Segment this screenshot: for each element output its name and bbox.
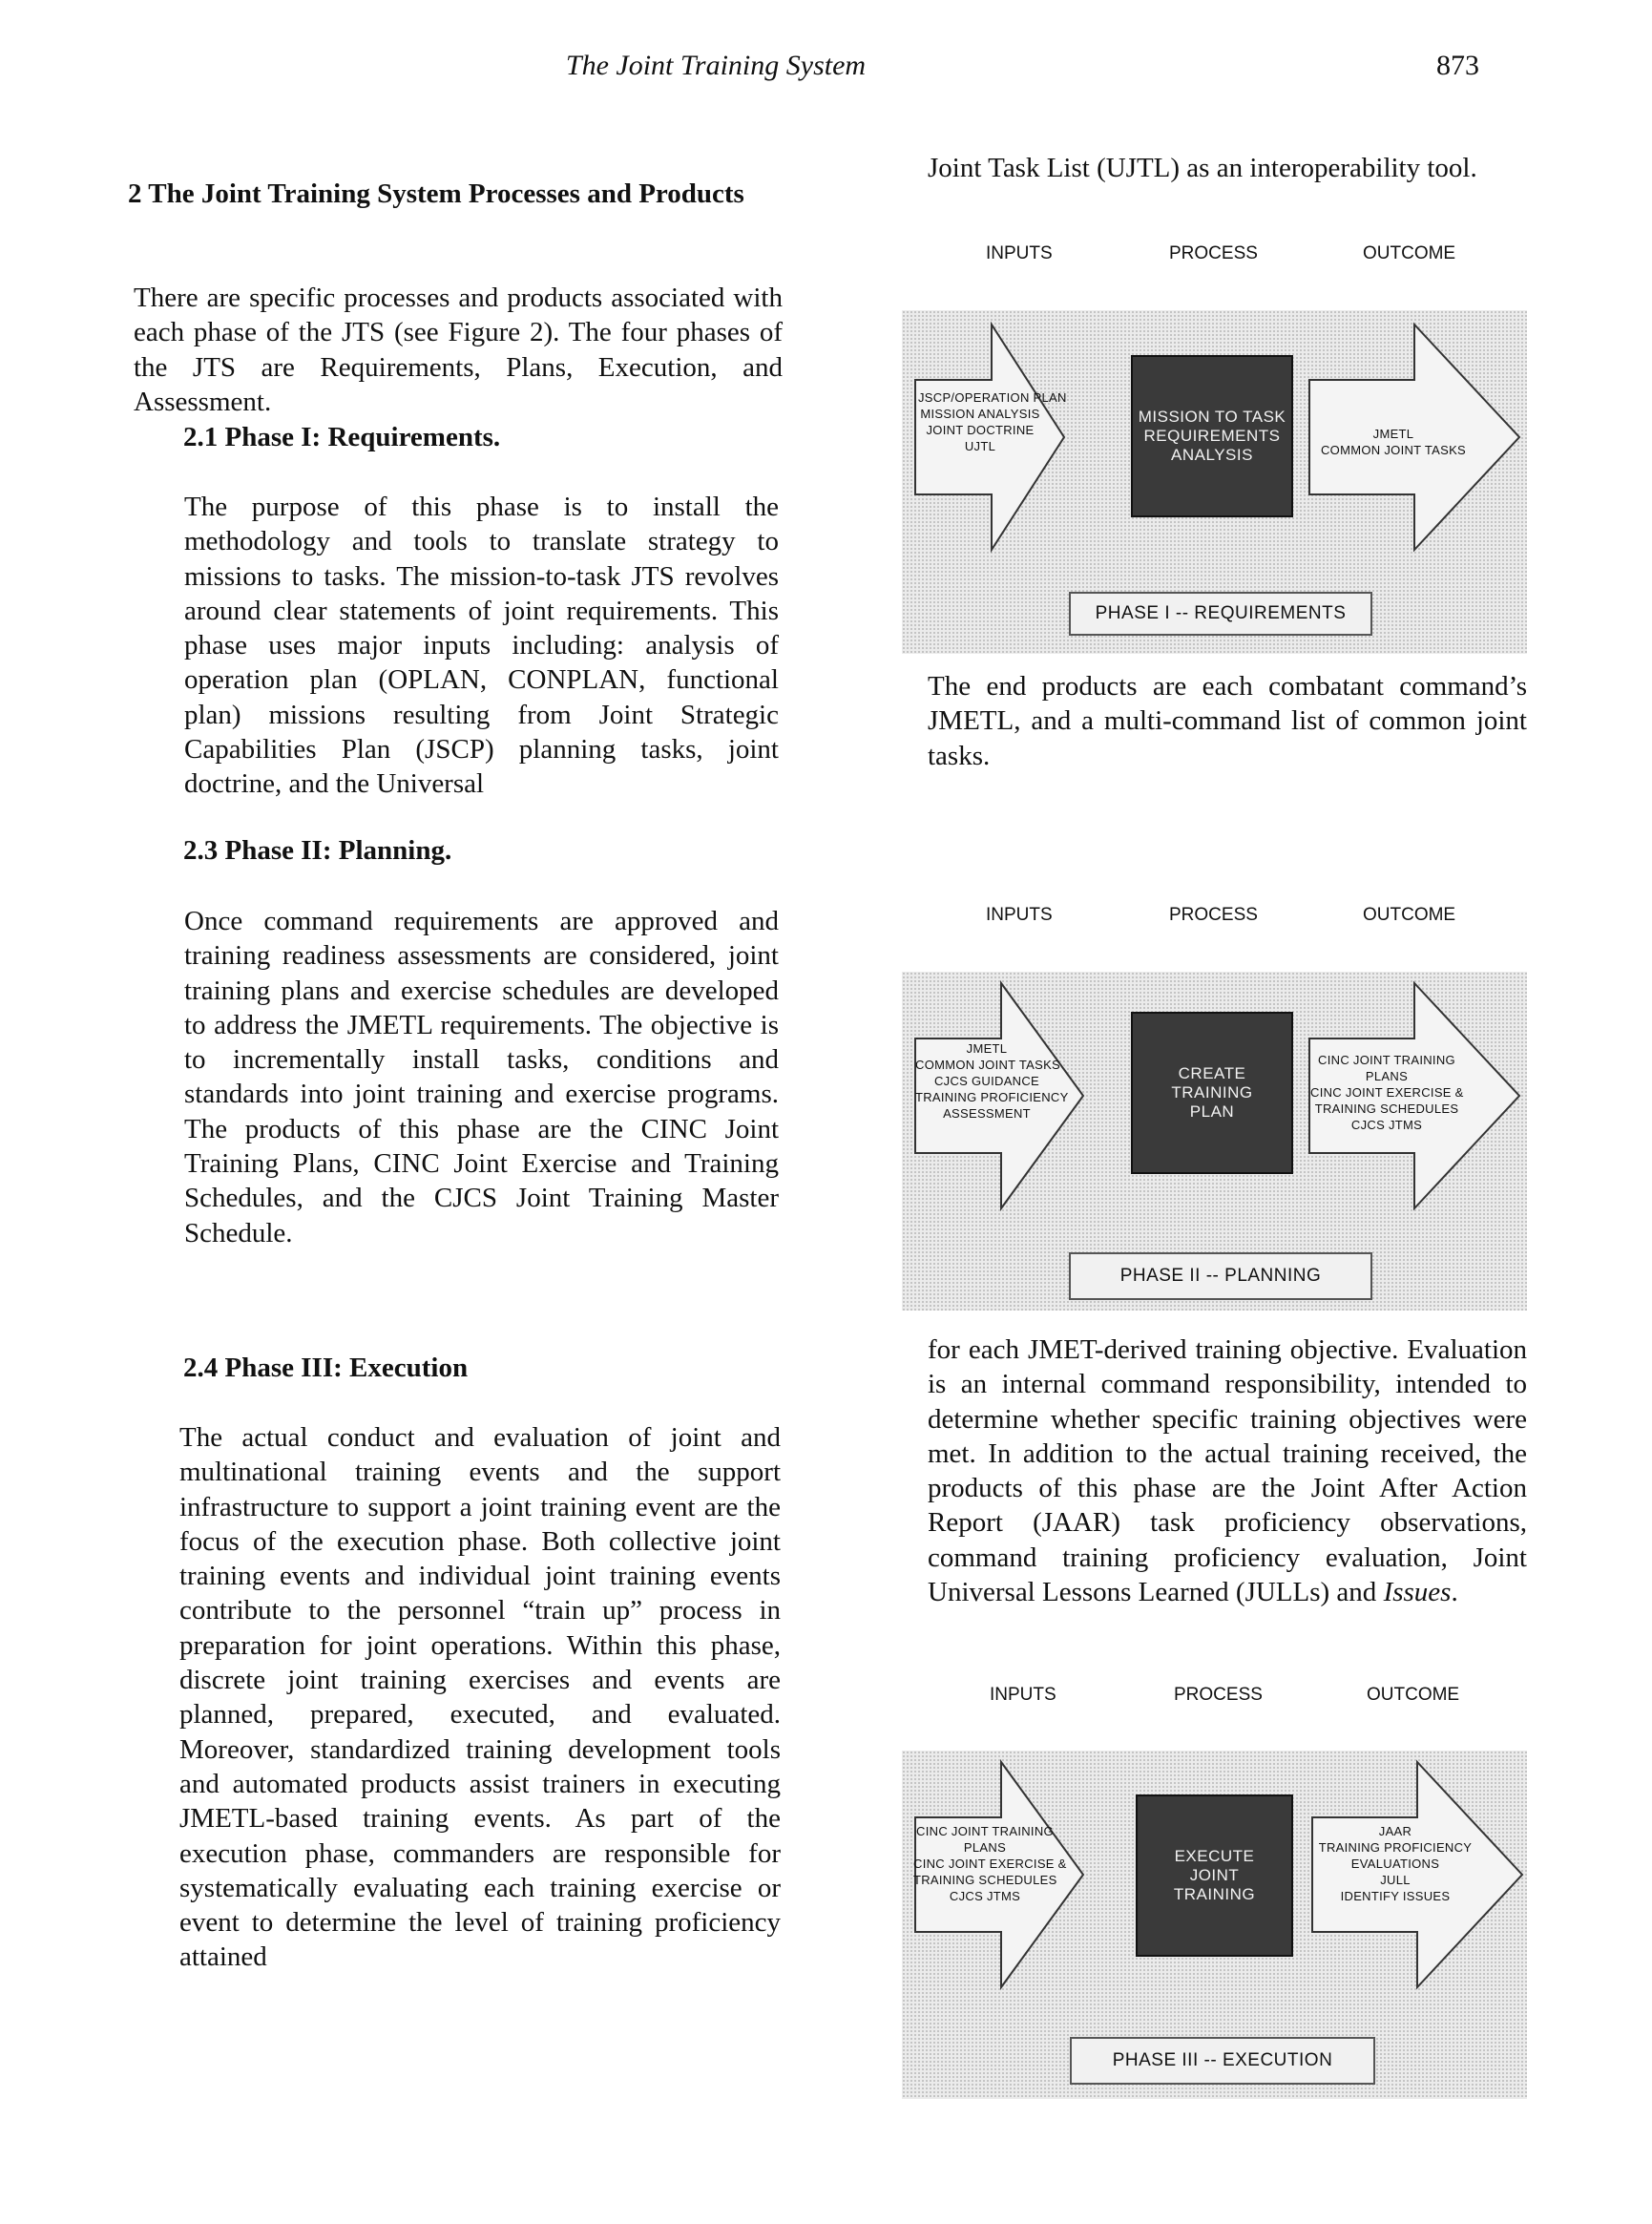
inputs-label: INPUTS [986, 905, 1053, 925]
input-item: CJCS GUIDANCE [933, 1074, 1040, 1088]
outcome-item: COMMON JOINT TASKS [1320, 443, 1467, 457]
process-line: PLAN [1189, 1102, 1235, 1121]
process-line: TRAINING [1171, 1083, 1253, 1102]
outcome-item: IDENTIFY ISSUES [1340, 1889, 1451, 1903]
outcome-item: EVALUATIONS [1350, 1857, 1440, 1871]
phase3-text: The actual conduct and evaluation of joint and multinational training events and the support infrastructure to support a joint training event are the focus of the execution phase. Both collective joint training events and individual joint training events contribute to the personnel “train up” process in preparation for joint operations. Within this phase, discrete joint training exercises and events are planned, prepared, executed, and evaluated. Moreover, standardized training development tools and automated products assist trainers in executing JMETL-based training events. As part of the execution phase, commanders are responsible for systematically evaluating each training exercise or event to determine the level of training proficiency attained [179, 1422, 781, 1973]
outcome-item: JULL [1380, 1873, 1411, 1887]
section2-heading: 2 The Joint Training System Processes and Products [128, 178, 744, 209]
outcome-item: TRAINING PROFICIENCY [1318, 1840, 1473, 1855]
after-figure-1-text: The end products are each combatant command’s JMETL, and a multi-command list of common joint tasks. [928, 671, 1527, 771]
continuation-text-3-end: . [1451, 1577, 1458, 1608]
process-line: EXECUTE [1174, 1847, 1255, 1865]
outcome-list [1310, 1052, 1463, 1133]
process-label: PROCESS [1174, 1685, 1263, 1705]
outcome-label: OUTCOME [1363, 905, 1456, 925]
process-label: PROCESS [1169, 243, 1258, 263]
input-item: TRAINING SCHEDULES [913, 1873, 1057, 1887]
section2-text: There are specific processes and products associated with each phase of the JTS (see Figure 2). The four phases of the JTS are Requirements, Plans, Execution, and Assessment. [134, 283, 783, 417]
phase2-heading: 2.3 Phase II: Planning. [183, 835, 452, 866]
input-item: COMMON JOINT TASKS [915, 1058, 1061, 1072]
outcome-item: JMETL [1372, 427, 1414, 441]
process-line: MISSION TO TASK [1138, 408, 1286, 426]
input-item: CINC JOINT EXERCISE & [913, 1857, 1067, 1871]
figure-phase1 [902, 239, 1532, 659]
phase1-heading: 2.1 Phase I: Requirements. [183, 422, 501, 452]
page-number: 873 [1436, 50, 1479, 81]
inputs-list [913, 1823, 1067, 1904]
input-item: PLANS [963, 1840, 1007, 1855]
outcome-item: CINC JOINT EXERCISE & [1310, 1085, 1464, 1100]
process-box [1136, 1794, 1293, 1957]
phase-box: PHASE II -- PLANNING [1069, 1252, 1372, 1300]
process-line: ANALYSIS [1171, 446, 1253, 464]
input-item: ASSESSMENT [943, 1106, 1031, 1121]
running-title: The Joint Training System [565, 50, 867, 81]
outcome-label: OUTCOME [1363, 243, 1456, 263]
figure-phase3 [902, 1682, 1532, 2102]
continuation-text-3 [928, 1332, 1527, 1609]
input-item: JOINT DOCTRINE [926, 423, 1035, 437]
phase-box: PHASE I -- REQUIREMENTS [1069, 592, 1372, 636]
input-item: MISSION ANALYSIS [920, 407, 1040, 421]
figure-phase2 [902, 902, 1532, 1312]
issues-italic: Issues [1383, 1577, 1452, 1608]
input-item: JSCP/OPERATION PLAN [918, 390, 1067, 405]
phase1-text: The purpose of this phase is to install the methodology and tools to translate strategy to missions to tasks. The mission-to-task JTS revolves around clear statements of joint requirements. This phase uses major inputs including: analysis of operation plan (OPLAN, CONPLAN, functional plan) missions resulting from Joint Strategic Capabilities Plan (JSCP) planning tasks, joint doctrine, and the Universal [184, 492, 779, 800]
inputs-label: INPUTS [990, 1685, 1056, 1705]
outcome-item: CJCS JTMS [1350, 1118, 1423, 1132]
phase3-heading: 2.4 Phase III: Execution [183, 1353, 469, 1383]
outcome-item: CINC JOINT TRAINING [1318, 1053, 1455, 1067]
input-item: CJCS JTMS [949, 1889, 1021, 1903]
inputs-list [918, 389, 1067, 454]
inputs-list [915, 1040, 1069, 1122]
inputs-label: INPUTS [986, 243, 1053, 263]
outcome-label: OUTCOME [1367, 1685, 1460, 1705]
process-box [1131, 355, 1293, 517]
outcome-list [1314, 1823, 1476, 1904]
phase2-text: Once command requirements are approved and training readiness assessments are considered, joint training plans and exercise schedules are developed to address the JMETL requirements. The objective is to incrementally install tasks, conditions and standards into joint training and exercise programs. The products of this phase are the CINC Joint Training Plans, CINC Joint Exercise and Training Schedules, and the CJCS Joint Training Master Schedule. [184, 906, 779, 1248]
outcome-item: JAAR [1378, 1824, 1412, 1838]
input-item: JMETL [966, 1041, 1008, 1056]
continuation-text-3-main: for each JMET-derived training objective. Evaluation is an internal command responsibility, intended to determine whether specific training objectives were met. In addition to the actual training received, the products of this phase are the Joint After Action Report (JAAR) task proficiency observations, command training proficiency evaluation, Joint Universal Lessons Learned (JULLs) and [928, 1334, 1527, 1608]
process-box [1131, 1012, 1293, 1174]
process-line: JOINT [1189, 1866, 1240, 1884]
process-line: TRAINING [1173, 1885, 1256, 1903]
phase-box: PHASE III -- EXECUTION [1070, 2037, 1375, 2085]
input-item: UJTL [964, 439, 996, 453]
outcome-list [1312, 426, 1474, 458]
outcome-item: TRAINING SCHEDULES [1314, 1102, 1459, 1116]
process-label: PROCESS [1169, 905, 1258, 925]
input-item: TRAINING PROFICIENCY [915, 1090, 1069, 1104]
input-item: CINC JOINT TRAINING [916, 1824, 1054, 1838]
outcome-item: PLANS [1365, 1069, 1409, 1083]
process-line: CREATE [1178, 1064, 1246, 1082]
process-line: REQUIREMENTS [1143, 427, 1281, 445]
continuation-text-1: Joint Task List (UJTL) as an interoperability tool. [928, 153, 1477, 183]
